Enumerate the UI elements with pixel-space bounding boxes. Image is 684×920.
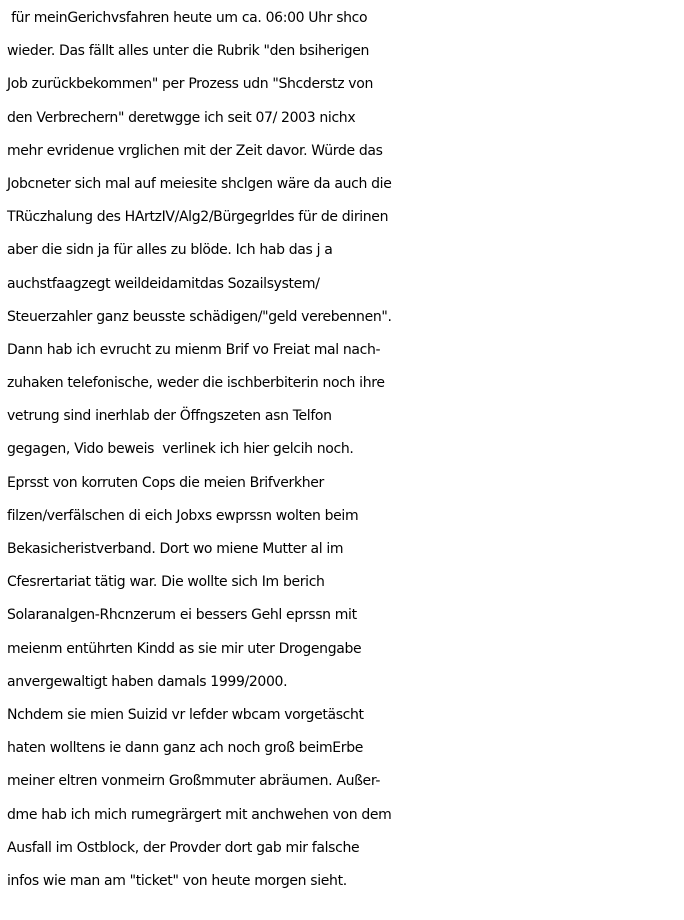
text-body <box>7 2 683 898</box>
text-line: mehr evridenue vrglichen mit der Zeit davor. Würde das <box>7 142 383 159</box>
text-line: Dann hab ich evrucht zu mienm Brif vo Freiat mal nach- <box>7 341 381 358</box>
text-line: Solaranalgen-Rhcnzerum ei bessers Gehl eprssn mit <box>7 607 357 624</box>
text-line: für meinGerichvsfahren heute um ca. 06:00 Uhr shco <box>7 10 368 26</box>
text-line: zuhaken telefonische, weder die ischberbiterin noch ihre <box>7 375 385 392</box>
text-line: haten wolltens ie dann ganz ach noch groß beimErbe <box>7 740 364 757</box>
text-line: Bekasicheristverband. Dort wo miene Mutter al im <box>7 541 344 557</box>
text-line: den Verbrechern" deretwgge ich seit 07/ 2003 nichx <box>7 109 356 126</box>
text-line: infos wie man am "ticket" von heute morgen sieht. <box>7 872 347 889</box>
text-line: Eprsst von korruten Cops die meien Brifverkher <box>7 474 324 491</box>
text-line: anvergewaltigt haben damals 1999/2000. <box>7 673 288 690</box>
text-line: aber die sidn ja für alles zu blöde. Ich hab das j a <box>7 242 333 259</box>
text-line: gegagen, Vido beweis verlinek ich hier gelcih noch. <box>7 441 354 458</box>
text-line: Steuerzahler ganz beusste schädigen/"geld verebennen". <box>7 308 392 325</box>
text-line: Ausfall im Ostblock, der Provder dort gab mir falsche <box>7 839 360 856</box>
text-line: meienm entührten Kindd as sie mir uter Drogengabe <box>7 640 362 657</box>
text-line: meiner eltren vonmeirn Großmmuter abräumen. Außer- <box>7 773 381 790</box>
text-line: Nchdem sie mien Suizid vr lefder wbcam vorgetäscht <box>7 706 364 723</box>
text-line: Cfesrertariat tätig war. Die wollte sich Im berich <box>7 574 325 591</box>
text-line: filzen/verfälschen di eich Jobxs ewprssn wolten beim <box>7 507 359 524</box>
text-line: TRüczhalung des HArtzIV/Alg2/Bürgegrldes für de dirinen <box>7 209 389 226</box>
text-line: Job zurückbekommen" per Prozess udn "Shcderstz von <box>7 76 373 93</box>
text-line: auchstfaagzegt weildeidamitdas Sozailsystem/ <box>7 275 320 292</box>
text-line: Jobcneter sich mal auf meiesite shclgen wäre da auch die <box>7 175 392 192</box>
text-line: wieder. Das fällt alles unter die Rubrik "den bsiherigen <box>7 43 370 60</box>
text-line: vetrung sind inerhlab der Öffngszeten asn Telfon <box>7 408 332 425</box>
text-line: dme hab ich mich rumegrärgert mit anchwehen von dem <box>7 806 392 823</box>
